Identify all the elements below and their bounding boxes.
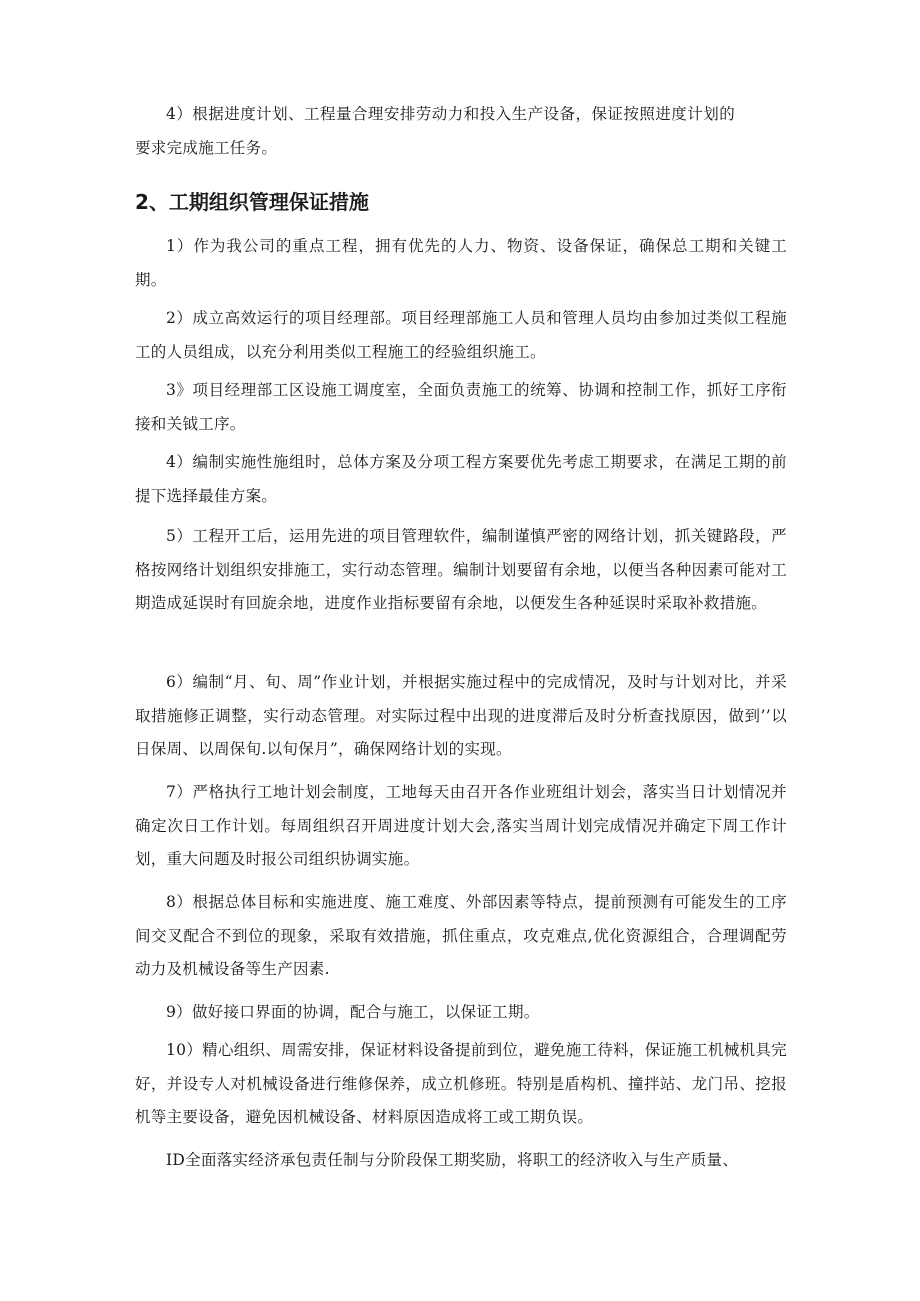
paragraph-4: 4）编制实施性施组时，总体方案及分项工程方案要优先考虑工期要求，在满足工期的前提下选择最佳方案。 xyxy=(135,453,787,505)
paragraph-9: 9）做好接口界面的协调，配合与施工，以保证工期。 xyxy=(166,1003,540,1021)
paragraph-8: 8）根据总体目标和实施进度、施工难度、外部因素等特点，提前预测有可能发生的工序间交叉配合不到位的现象，采取有效措施，抓住重点，攻克难点,优化资源组合，合理调配劳动力及机械设备等生产因素. xyxy=(135,893,787,978)
paragraph-11: ID全面落实经济承包责任制与分阶段保工期奖励，将职工的经济收入与生产质量、 xyxy=(166,1151,739,1169)
paragraph-3: 3》项目经理部工区设施工调度室，全面负责施工的统筹、协调和控制工作，抓好工序衔接和关钺工序。 xyxy=(135,381,787,433)
paragraph-2: 2）成立高效运行的项目经理部。项目经理部施工人员和管理人员均由参加过类似工程施工的人员组成，以充分利用类似工程施工的经验组织施工。 xyxy=(135,309,787,361)
intro-paragraph: 4）根据进度计划、工程量合理安排劳动力和投入生产设备，保证按照进度计划的要求完成施工任务。 xyxy=(135,105,735,157)
paragraph-1: 1）作为我公司的重点工程，拥有优先的人力、物资、设备保证，确保总工期和关键工期。 xyxy=(135,237,787,289)
section-heading: 2、工期组织管理保证措施 xyxy=(135,190,369,214)
paragraph-10: 10）精心组织、周需安排，保证材料设备提前到位，避免施工待料，保证施工机械机具完好，并设专人对机械设备进行维修保养，成立机修班。特别是盾构机、撞拌站、龙门吊、挖报机等主要设备，避免因机械设备、材料原因造成将工或工期负误。 xyxy=(135,1041,787,1126)
paragraph-7: 7）严格执行工地计划会制度，工地每天由召开各作业班组计划会，落实当日计划情况并确定次日工作计划。每周组织召开周进度计划大会,落实当周计划完成情况并确定下周工作计划，重大问题及时报公司组织协调实施。 xyxy=(135,783,787,868)
paragraph-5: 5）工程开工后，运用先进的项目管理软件，编制谨慎严密的网络计划，抓关键路段，严格按网络计划组织安排施工，实行动态管理。编制计划要留有余地，以便当各种因素可能对工期造成延误时有回旋余地，进度作业指标要留有余地，以便发生各种延误时采取补救措施。 xyxy=(135,527,787,612)
paragraph-6: 6）编制“月、旬、周”作业计划，并根据实施过程中的完成情况，及时与计划对比，并采取措施修正调整，实行动态管理。对实际过程中出现的进度滞后及时分析查找原因，做到’’以日保周、以周保旬.以旬保月”，确保网络计划的实现。 xyxy=(135,673,787,758)
